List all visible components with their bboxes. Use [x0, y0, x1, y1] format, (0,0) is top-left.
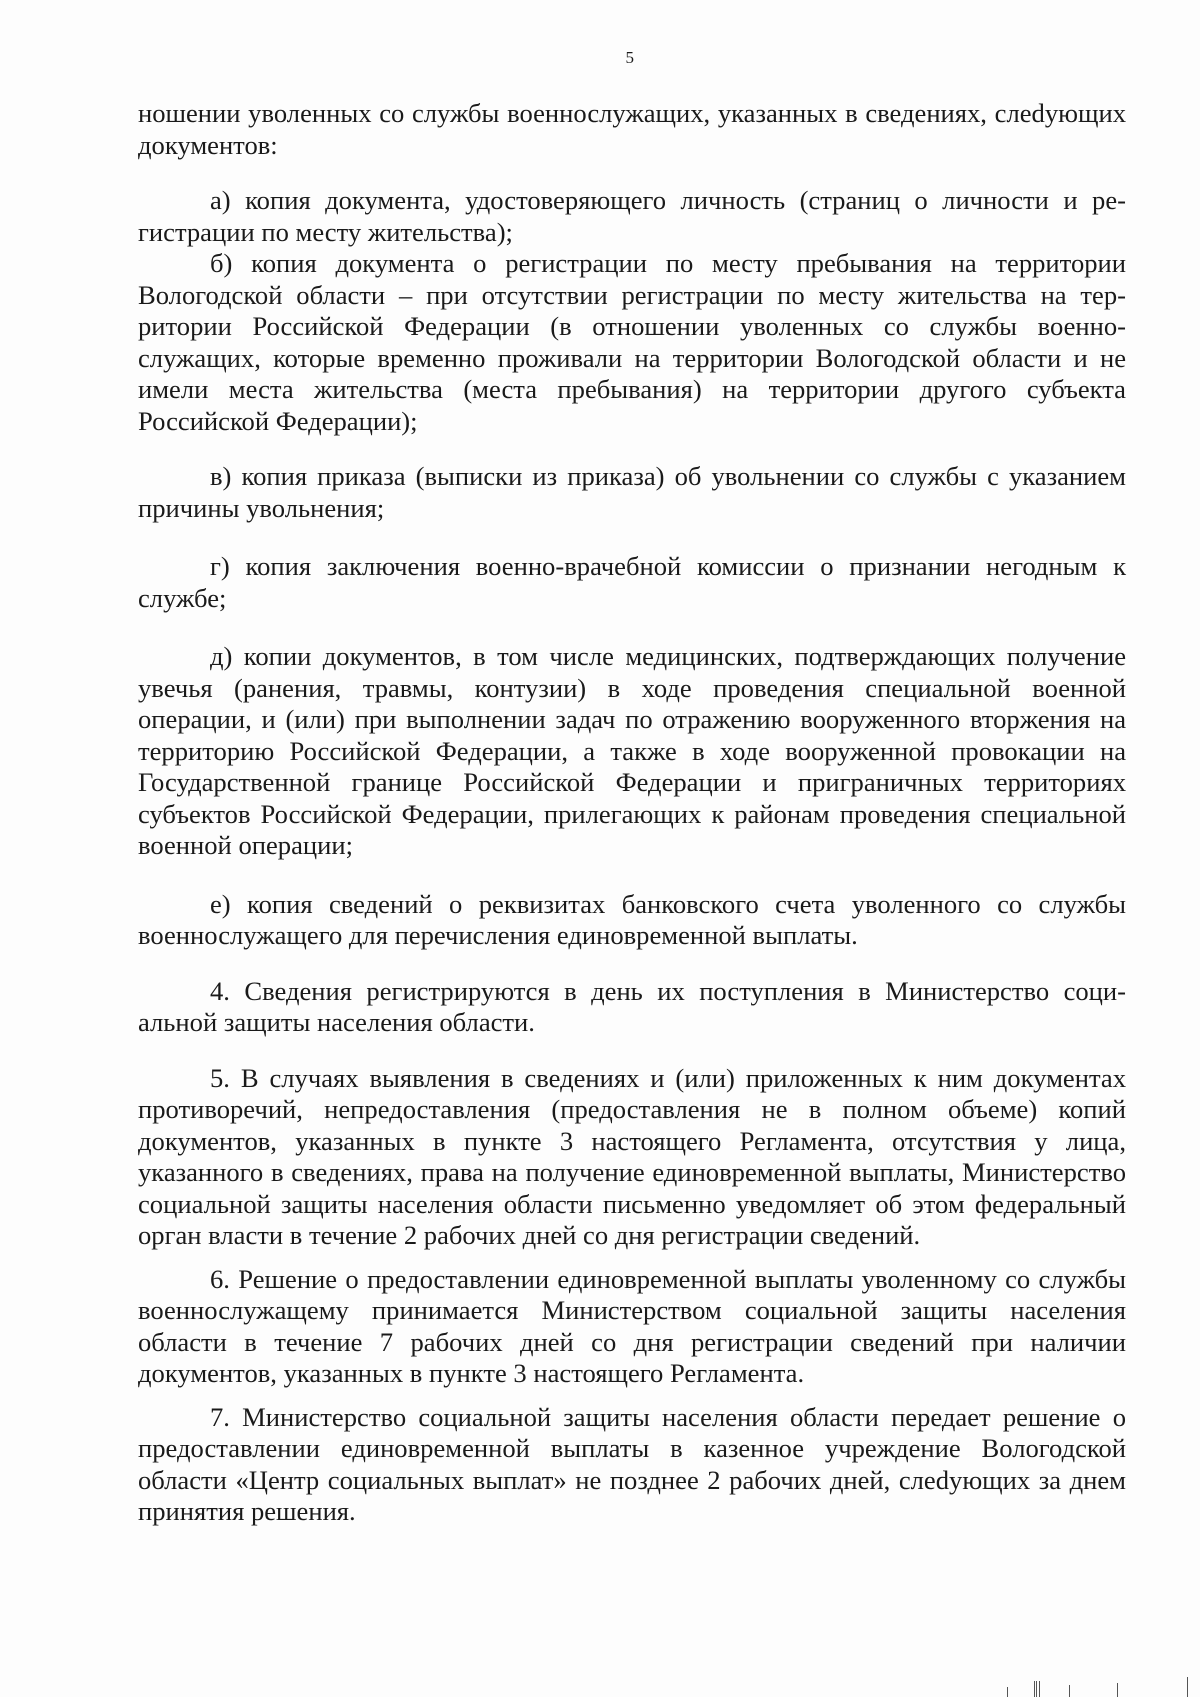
list-item-e: е) копия сведений о реквизитах банковского счета уволенного со службы военнослужащего для перечисления единовременной выплаты.	[138, 888, 1126, 950]
list-item-d: д) копии документов, в том числе медицинских, подтверждающих получение увечья (ранения, травмы, контузии) в ходе проведения специальной военной операции, и (или) при выполнении задач по отражению вооруженного вторжения на территорию Российской Федерации, а также в ходе вооруженной провокации на Государственной границе Российской Федерации и приграничных территориях субъектов Российской Федерации, прилегающих к районам проведения специальной военной операции;	[138, 641, 1126, 860]
page-number: 5	[625, 48, 635, 67]
list-item-g: г) копия заключения военно-врачебной комиссии о признании негодным к службе;	[138, 551, 1126, 613]
clause-5: 5. В случаях выявления в сведениях и (или) приложенных к ним документах противоречий, непредоставления (предоставления не в полном объеме) копий документов, указанных в пункте 3 настоящего Регламента, отсутствия у лица, указанного в сведениях, права на получение единовременной выплаты, Министерство социальной защиты населения области письменно уведомляет об этом федеральный орган власти в течение 2 рабочих дней со дня регистрации сведений.	[138, 1062, 1126, 1250]
document-body	[138, 98, 1126, 1528]
list-item-v: в) копия приказа (выписки из приказа) об увольнении со службы с указанием причины увольнения;	[138, 461, 1126, 523]
clause-4: 4. Сведения регистрируются в день их поступления в Министерство социальной защиты населения области.	[138, 975, 1126, 1037]
paragraph-continuation: ношении уволенных со службы военнослужащих, указанных в сведениях, слеdующих документов:	[138, 98, 1126, 160]
clause-6: 6. Решение о предоставлении единовременной выплаты уволенному со службы военнослужащему принимается Министерством социальной защиты населения области в течение 7 рабочих дней со дня регистрации сведений при наличии документов, указанных в пункте 3 настоящего Регламента.	[138, 1263, 1126, 1388]
list-item-b: б) копия документа о регистрации по месту пребывания на территории Вологодской области – при отсутствии регистрации по месту жительства на территории Российской Федерации (в отношении уволенных со службы военнослужащих, которые временно проживали на территории Вологодской области и не имели места жительства (места пребывания) на территории другого субъекта Российской Федерации);	[138, 248, 1126, 436]
clause-7: 7. Министерство социальной защиты населения области передает решение о предоставлении единовременной выплаты в казенное учреждение Вологодской области «Центр социальных выплат» не позднее 2 рабочих дней, слеdующих за днем принятия решения.	[138, 1401, 1126, 1526]
scan-edge-marks	[1000, 1667, 1200, 1697]
list-item-a: а) копия документа, удостоверяющего личность (страниц о личности и регистрации по месту жительства);	[138, 185, 1126, 247]
